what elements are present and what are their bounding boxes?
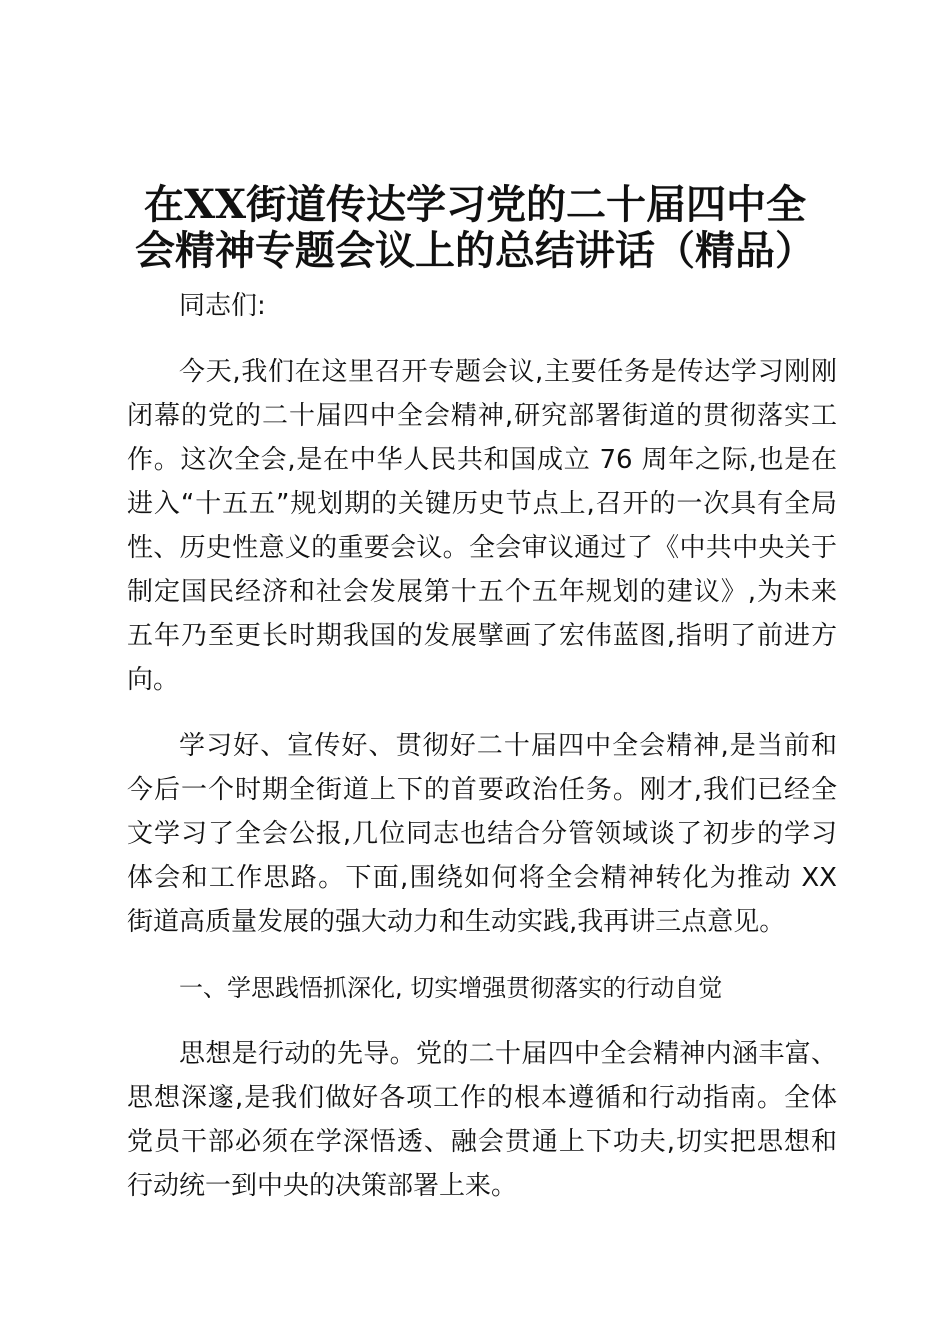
paragraph-section-1: 思想是行动的先导。党的二十届四中全会精神内涵丰富、思想深邃,是我们做好各项工作的根本遵循和行动指南。全体党员干部必须在学深悟透、融会贯通上下功夫,切实把思想和行动统一到中央的决策部署上来。 xyxy=(127,1039,837,1201)
document-body xyxy=(127,284,837,1208)
salutation: 同志们: xyxy=(179,291,266,321)
paragraph-intro: 今天,我们在这里召开专题会议,主要任务是传达学习刚刚闭幕的党的二十届四中全会精神,研究部署街道的贯彻落实工作。这次全会,是在中华人民共和国成立 76 周年之际,也是在进入“十五五”规划期的关键历史节点上,召开的一次具有全局性、历史性意义的重要会议。全会审议通过了《中共中央关于制定国民经济和社会发展第十五个五年规划的建议》,为未来五年乃至更长时期我国的发展擘画了宏伟蓝图,指明了前进方向。 xyxy=(127,357,837,695)
document-title xyxy=(110,182,840,274)
title-line-1: 在XX街道传达学习党的二十届四中全 xyxy=(143,181,807,228)
paragraph-task: 学习好、宣传好、贯彻好二十届四中全会精神,是当前和今后一个时期全街道上下的首要政治任务。刚才,我们已经全文学习了全会公报,几位同志也结合分管领域谈了初步的学习体会和工作思路。下面,围绕如何将全会精神转化为推动 XX 街道高质量发展的强大动力和生动实践,我再讲三点意见。 xyxy=(127,731,837,937)
title-line-2: 会精神专题会议上的总结讲话（精品） xyxy=(135,227,815,274)
section-heading-1: 一、学思践悟抓深化, 切实增强贯彻落实的行动自觉 xyxy=(179,974,723,1002)
